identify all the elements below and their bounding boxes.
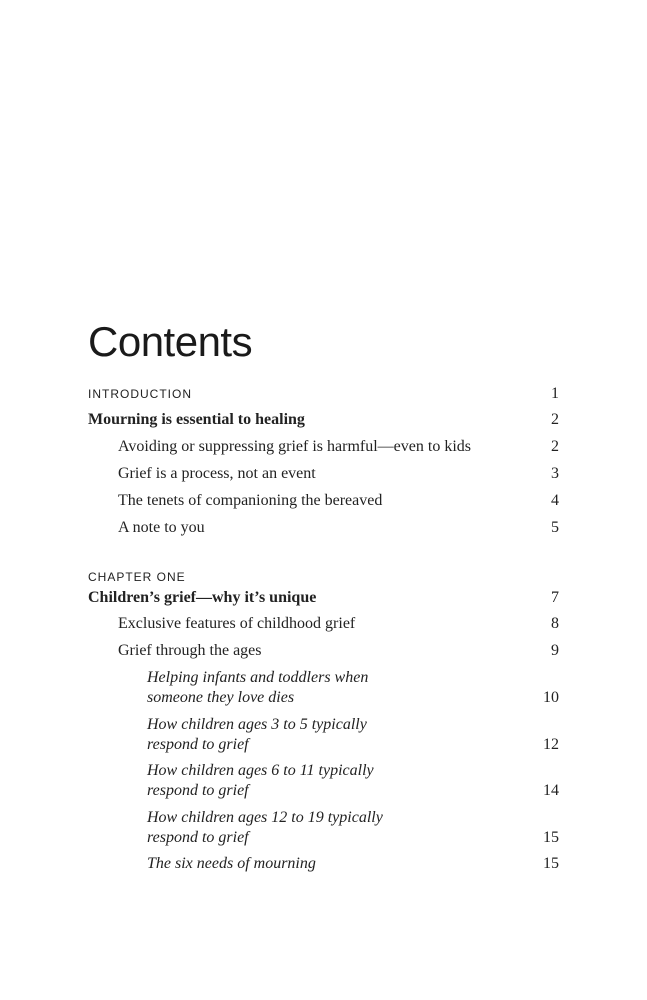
toc-subitem-line: respond to grief	[147, 736, 249, 753]
toc-item[interactable]	[88, 491, 559, 511]
toc-subitem-line: How children ages 12 to 19 typically	[147, 809, 383, 826]
page-title: Contents	[88, 318, 253, 365]
toc-item-label: The tenets of companioning the bereaved	[118, 492, 383, 509]
toc-item[interactable]	[88, 641, 559, 661]
toc-subitem-label	[147, 808, 447, 848]
toc-page-number: 15	[543, 829, 559, 846]
toc-chapter-title: Children’s grief—why it’s unique	[88, 589, 317, 606]
toc-page-number: 1	[551, 385, 559, 402]
toc-page-number: 2	[551, 411, 559, 428]
toc-subitem-label	[147, 715, 447, 755]
toc-subitem-line: The six needs of mourning	[147, 855, 316, 872]
toc-page-number: 2	[551, 438, 559, 455]
toc-chapter-childrens-grief[interactable]	[88, 588, 559, 608]
toc-page-number: 12	[543, 736, 559, 753]
toc-entry-introduction[interactable]	[88, 384, 559, 404]
toc-page-number: 14	[543, 782, 559, 799]
toc-subitem[interactable]	[88, 854, 559, 874]
toc-page-number: 5	[551, 519, 559, 536]
toc-item-label: Grief through the ages	[118, 642, 262, 659]
toc-page-number: 3	[551, 465, 559, 482]
toc-item[interactable]	[88, 464, 559, 484]
toc-item-label: Exclusive features of childhood grief	[118, 615, 356, 632]
toc-page-number: 4	[551, 492, 559, 509]
toc-subitem[interactable]	[88, 715, 559, 755]
toc-subitem-line: someone they love dies	[147, 689, 295, 706]
toc-page-number: 10	[543, 689, 559, 706]
toc-item-label: Grief is a process, not an event	[118, 465, 316, 482]
toc-subitem-label	[147, 761, 447, 801]
toc-item-label: A note to you	[118, 519, 205, 536]
toc-item[interactable]	[88, 614, 559, 634]
toc-chapter-mourning[interactable]	[88, 410, 559, 430]
toc-item-label: Avoiding or suppressing grief is harmful—even to kids	[118, 438, 471, 455]
toc-subitem-line: Helping infants and toddlers when	[147, 669, 369, 686]
toc-page-number: 9	[551, 642, 559, 659]
toc-chapter-title: Mourning is essential to healing	[88, 411, 305, 428]
toc-item[interactable]	[88, 437, 559, 457]
toc-page-number: 8	[551, 615, 559, 632]
toc-subitem[interactable]	[88, 761, 559, 801]
toc-section-label: INTRODUCTION	[88, 387, 192, 401]
toc-page-number: 15	[543, 855, 559, 872]
toc-section-chapter-one	[88, 567, 559, 587]
toc-subitem[interactable]	[88, 808, 559, 848]
toc-page-number: 7	[551, 589, 559, 606]
toc-item[interactable]	[88, 518, 559, 538]
toc-subitem-line: How children ages 3 to 5 typically	[147, 716, 367, 733]
toc-subitem-label	[147, 668, 447, 708]
toc-section-label: CHAPTER ONE	[88, 570, 186, 584]
toc-subitem-line: respond to grief	[147, 782, 249, 799]
toc-subitem-line: respond to grief	[147, 829, 249, 846]
toc-subitem[interactable]	[88, 668, 559, 708]
toc-subitem-line: How children ages 6 to 11 typically	[147, 762, 374, 779]
toc-subitem-label	[147, 854, 447, 874]
